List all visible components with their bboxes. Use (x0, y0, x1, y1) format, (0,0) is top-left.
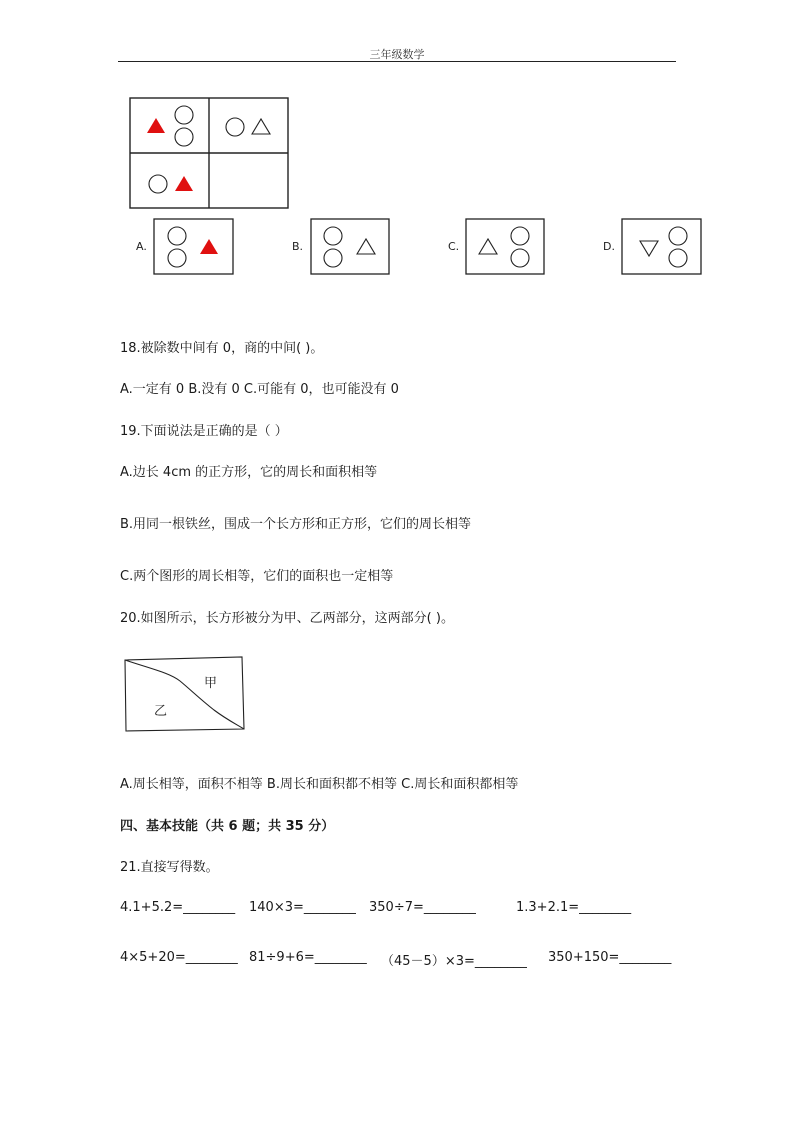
red-triangle-icon (175, 176, 193, 191)
calc-item: 350+150=________ (548, 950, 672, 965)
option-b-box (311, 219, 389, 274)
inverted-triangle-icon (640, 241, 658, 256)
circle-icon (175, 128, 193, 146)
rectangle-outline (125, 657, 244, 731)
calc-item: 140×3=________ (249, 900, 356, 915)
section-4-title: 四、基本技能（共 6 题；共 35 分） (120, 819, 335, 834)
calc-item: 350÷7=________ (369, 900, 476, 915)
option-b-letter: B. (292, 240, 304, 253)
question-18: 18.被除数中间有 0，商的中间( )。 (120, 341, 324, 356)
dividing-curve (125, 660, 244, 729)
circle-icon (511, 227, 529, 245)
answer-options-figure (130, 216, 710, 278)
circle-icon (149, 175, 167, 193)
label-yi: 乙 (154, 704, 168, 719)
option-d-box (622, 219, 701, 274)
question-19-option-b: B.用同一根铁丝，围成一个长方形和正方形，它们的周长相等 (120, 517, 472, 532)
option-a-letter: A. (136, 240, 147, 253)
circle-icon (226, 118, 244, 136)
circle-icon (324, 249, 342, 267)
question-20-options: A.周长相等，面积不相等 B.周长和面积都不相等 C.周长和面积都相等 (120, 777, 519, 792)
option-d-letter: D. (603, 240, 615, 253)
red-triangle-icon (200, 239, 218, 254)
calc-item: 1.3+2.1=________ (516, 900, 632, 915)
circle-icon (168, 227, 186, 245)
question-21: 21.直接写得数。 (120, 860, 219, 875)
header-rule (118, 61, 676, 62)
calc-item: 81÷9+6=________ (249, 950, 367, 965)
triangle-icon (357, 239, 375, 254)
circle-icon (168, 249, 186, 267)
circle-icon (669, 227, 687, 245)
divided-rectangle-figure (122, 655, 248, 735)
pattern-grid-figure (128, 96, 292, 212)
label-jia: 甲 (204, 676, 218, 691)
circle-icon (175, 106, 193, 124)
triangle-icon (479, 239, 497, 254)
question-18-options: A.一定有 0 B.没有 0 C.可能有 0，也可能没有 0 (120, 382, 399, 397)
question-19-option-a: A.边长 4cm 的正方形，它的周长和面积相等 (120, 465, 378, 480)
option-a-box (154, 219, 233, 274)
calc-item: 4×5+20=________ (120, 950, 238, 965)
circle-icon (324, 227, 342, 245)
option-c-box (466, 219, 544, 274)
question-20: 20.如图所示，长方形被分为甲、乙两部分，这两部分( )。 (120, 611, 454, 626)
calc-item: 4.1+5.2=________ (120, 900, 236, 915)
circle-icon (669, 249, 687, 267)
option-c-letter: C. (448, 240, 460, 253)
page-header-title: 三年级数学 (369, 48, 425, 61)
circle-icon (511, 249, 529, 267)
red-triangle-icon (147, 118, 165, 133)
calc-item: （45－5）×3=________ (381, 954, 527, 969)
triangle-icon (252, 119, 270, 134)
question-19-option-c: C.两个图形的周长相等，它们的面积也一定相等 (120, 569, 394, 584)
question-19: 19.下面说法是正确的是（ ） (120, 424, 288, 439)
